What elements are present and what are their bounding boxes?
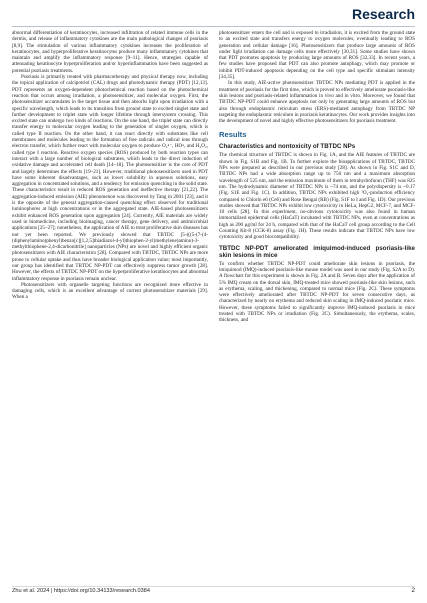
body-paragraph: In this study, AIE-active photosensitizer TBTDC NPs mediating PDT is applied in the treatment of psoriasis for the first time, which is proved to effectively ameliorate psoriasis-like skin lesions and psoriasis-related inflammation in vivo and in vitro. Moreover, we found that TBTDC NP-PDT could enhance apoptosis not only by generating large amounts of ROS but also through endoplasmic reticulum stress (ERS)-mediated autophagy from TBTDC NP targeting the endoplasmic reticulum in psoriasis keratinocytes. Our work provides insights into the development of novel and highly effective photosensitizers for psoriasis treatment. — [219, 80, 415, 125]
journal-brand: Research — [351, 6, 415, 22]
body-paragraph: Photosensitizers with organelle targeting functions are recognized more effective in damaging cells, which is an excellent advantage of current photosensitizer materials [29]. When a — [12, 281, 208, 301]
body-paragraph: The chemical structure of TBTDC is shown in Fig. 1A, and the AIE features of TBTDC are shown in Fig. S1B and Fig. 1B. To further explore the bioapplications of TBTDC, TBTDC NPs were prepared as described in our previous study [28]. As shown in Fig. S1C and D, TBTDC NPs had a wide absorption range up to 750 nm and a maximum absorption wavelength of 525 nm, and the emission maximum of them in tetrahydrofuran (THF) was 825 nm. The hydrodynamic diameter of TBTDC NPs is ~74 nm, and the polydispersity is ~0.17 (Fig. S1E and Fig. 1C). In addition, TBTDC NPs exhibited high ¹O₂-production efficiency compared to Chlorin e6 (Ce6) and Rose Bengal (RB) (Fig. S1F to I and Fig. 1D). Our previous studies showed that TBTDC NPs exhibit low cytotoxicity in HeLa, HepG2, MCF-7, and MCF-10 cells [28]. In this experiment, no-obvious cytotoxicity was also found in human immortalized epidermal cells (HaCaT) incubated with TBTDC NPs, even at concentrations as high as 200 μg/ml for 24 h, compared with that of the HaCaT cell group according to the Cell Counting Kit-8 (CCK-8) assay (Fig. 1H). These results indicate that TBTDC NPs have low cytotoxicity and good biocompatibility. — [219, 152, 415, 241]
body-paragraph: photosensitizer enters the cell and is exposed to irradiation, it is excited from the ground state to an excited state and transfers energy to oxygen molecules, eventually leading to ROS generation and cellular damage [16]. Photosensitizers that produce large amounts of ROS under light irradiation can damage cells more effectively [30,31]. Some studies have shown that PDT promotes apoptosis by producing large amounts of ROS [32,33]. In recent years, a few studies have proposed that PDT can also promote autophagy, which may promote or inhibit PDT-induced apoptosis depending on the cell type and specific stimulant intensity [34,35]. — [219, 30, 415, 81]
body-paragraph: Psoriasis is primarily treated with pharmacotherapy and physical therapy now, including the topical application of calcipotriol (CAL) drugs and photodynamic therapy (PDT) [12,13]. PDT represents an oxygen-dependent photochemical reaction based on the photochemical reaction that occurs among irradiation, a photosensitizer, and molecular oxygen. First, the photosensitizer accumulates in the target tissue and then absorbs light upon irradiation with a specific wavelength, which leads to its transition from ground state to excited singlet state and further development to triplet state with longer lifetime through intersystem crossing. This excited state can undergo two kinds of reactions. On the one hand, the triplet state can directly transfer energy to molecular oxygen leading to the generation of singlet oxygen, which is called type II reaction. On the other hand, it can react directly with substrates like cell membranes and molecules leading to the formation of free radicals and radical ions through electron transfer, which further react with molecular oxygen to produce O₂•⁻, HO•, and H₂O₂, called type I reaction. Reactive oxygen species (ROS) produced by both reaction types can interact with a large number of biological substrates, which leads to the direct induction of oxidative damage and accelerated cell death [14–18]. The photosensitizer is the core of PDT and largely determines the effects [19–21]. However, traditional photosensitizers used in PDT have some inherent disadvantages, such as lower solubility in aqueous solutions, easy aggregation in concentrated solutions, and a tendency for emission quenching in the solid state. These characteristics result in reduced ROS generation and ineffective therapy [21,22]. The aggregation-induced emission (AIE) phenomenon was discovered by Tang in 2001 [23], and it is the opposite of the general aggregation-caused quenching effect observed for traditional luminophores at high concentrations or in the aggregated state. AIE-based photosensitizers exhibit enhanced ROS generation upon aggregation [24]. Currently, AIE materials are widely used in biomedicine, including bioimaging, cancer therapy, gene delivery, and antimicrobial applications [25–27]; nonetheless, the application of AIE to treat proliferative skin diseases has not yet been reported. We previously showed that TBTDC [5-(((5-(7-(4-(diphenylamino)phenyl)benzo[c][1,2,5]thiadiazol-4-yl)thiophen-2-yl)methylene)amino)-3-methylthiophene-2,4-dicarbonitrile] nanoparticles (NPs) are novel and highly efficient organic photosensitizers with AIE characteristics [28]. Compared with TBTDC, TBTDC NPs are more prone to cellular uptake and thus have broader biological application value; most importantly, our group has identified that TBTDC NP-PDT can effectively suppress tumor growth [28]. However, the effects of TBTDC NP-PDT on the hyperproliferative keratinocytes and abnormal inflammatory response in psoriasis remain unclear. — [12, 74, 208, 282]
body-paragraph: To confirm whether TBTDC NP-PDT could ameliorate skin lesions in psoriasis, the imiquimod (IMQ)-induced psoriasis-like mouse model was used in our study (Fig. S2A to D). A flowchart for this experiment is shown in Fig. 2A and B. Seven days after the application of 5% IMQ cream on the dorsal skin, IMQ-treated mice showed psoriasis-like skin lesions, such as erythema, scaling, and thickening, compared to normal mice (Fig. 2C). These symptoms were effectively ameliorated after TBTDC NP-PDT for seven consecutive days, as characterized by nearly no erythema and reduced skin scaling in IMQ-induced psoriatic mice. However, these symptoms failed to significantly improve IMQ-induced psoriasis in mice treated with TBTDC NPs or irradiation (Fig. 2C). Simultaneously, the erythema, scales, thickness, and — [219, 260, 415, 324]
right-column — [219, 30, 415, 582]
subsection-heading: TBTDC NP-PDT ameliorated imiquimod-induced psoriasis-like skin lesions in mice — [219, 244, 415, 259]
left-column — [12, 30, 208, 582]
page-number: 2 — [411, 587, 415, 594]
subsection-heading: Characteristics and nontoxicity of TBTDC NPs — [219, 143, 356, 151]
footer-rule — [12, 586, 415, 587]
header-rule — [12, 26, 415, 27]
body-paragraph: abnormal differentiation of keratinocytes, increased infiltration of related immune cells in the dermis, and release of inflammatory cytokines are the main pathological changes of psoriasis [8,9]. The stimulation of various inflammatory cytokines increases the proliferation of keratinocytes, and hyperproliferative keratinocytes produce many inflammatory cytokines that maintain and amplify the inflammatory response [9–11]. Hence, strategies capable of attenuating keratinocyte hyperproliferation and/or hyperinflammation have been suggested as potential psoriasis treatments. — [12, 30, 208, 74]
footer-citation: Zhu et al. 2024 | https://doi.org/10.34133/research.0384 — [12, 588, 150, 594]
section-heading-results: Results — [219, 130, 247, 140]
